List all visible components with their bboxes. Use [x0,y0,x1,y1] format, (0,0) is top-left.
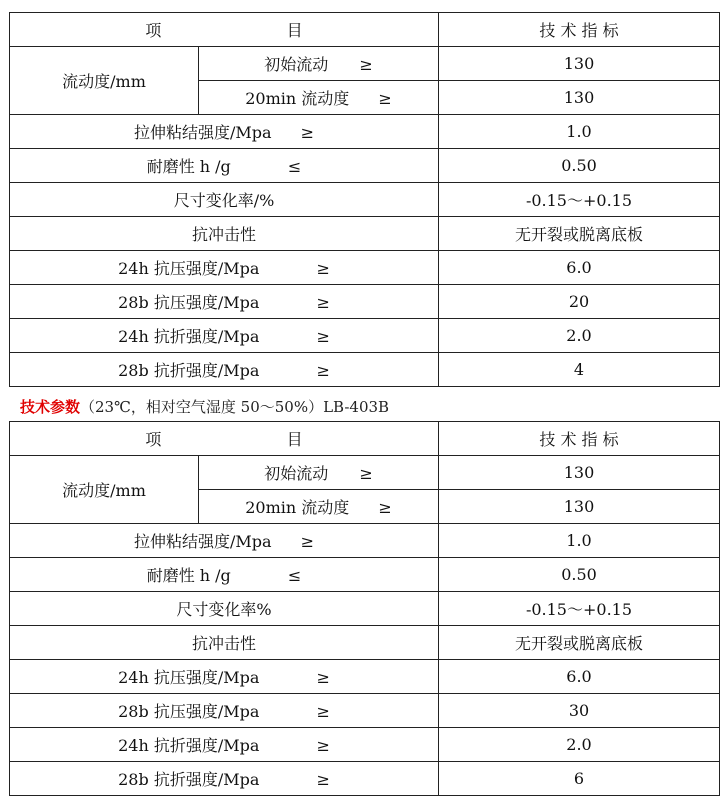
table-row [10,149,720,183]
table-row [10,592,720,626]
row-value: 1.0 [439,524,720,558]
row-label: 尺寸变化率% [10,592,439,626]
row-value: 1.0 [439,115,720,149]
row-symbol: ≥ [300,123,315,142]
row-label-cell [10,762,439,796]
row-label: 24h 抗压强度/Mpa [118,668,260,687]
row-label: 尺寸变化率/% [10,183,439,217]
row-label-cell [10,319,439,353]
row-symbol: ≥ [316,361,330,380]
flow-group-label: 流动度/mm [10,456,199,524]
table-row [10,728,720,762]
header-item-b: 目 [286,21,303,40]
row-label-cell [10,353,439,387]
table-row [10,115,720,149]
header-item-a: 项 [145,430,162,449]
row-label: 24h 抗折强度/Mpa [118,327,260,346]
row-label: 拉伸粘结强度/Mpa [133,123,272,142]
row-label: 初始流动 [264,55,329,74]
table-row [10,319,720,353]
row-label-cell [199,81,439,115]
row-label-cell [10,285,439,319]
row-label-cell [10,558,439,592]
header-spec: 技 术 指 标 [439,422,720,456]
flow-group-label: 流动度/mm [10,47,199,115]
row-value: 2.0 [439,728,720,762]
row-label-cell [10,660,439,694]
row-label-cell [199,490,439,524]
row-value: 6.0 [439,660,720,694]
row-symbol: ≥ [300,532,315,551]
row-label: 28b 抗压强度/Mpa [118,702,260,721]
row-value: 2.0 [439,319,720,353]
row-label: 28b 抗折强度/Mpa [118,770,260,789]
table-row [10,524,720,558]
row-label-cell [10,149,439,183]
row-symbol: ≥ [359,55,373,74]
caption-title: 技术参数 [20,398,81,416]
row-label-cell [10,694,439,728]
header-item-cell [10,422,439,456]
row-label-cell [10,115,439,149]
row-value: 130 [439,81,720,115]
row-symbol: ≥ [359,464,373,483]
row-value: 30 [439,694,720,728]
row-value: 130 [439,47,720,81]
row-symbol: ≥ [316,736,330,755]
row-symbol: ≤ [287,157,302,176]
header-spec: 技 术 指 标 [439,13,720,47]
row-symbol: ≥ [316,327,330,346]
row-value: -0.15～+0.15 [439,592,720,626]
row-value: 6 [439,762,720,796]
row-label: 耐磨性 h /g [146,566,231,585]
row-label-cell [10,524,439,558]
table-header-row [10,13,720,47]
row-value: 130 [439,490,720,524]
table-row [10,217,720,251]
caption-conditions: （23℃，相对空气湿度 50～50%）LB-403B [80,398,390,416]
table-row [10,558,720,592]
row-label: 20min 流动度 [245,498,350,517]
row-label: 抗冲击性 [10,217,439,251]
row-label-cell [199,456,439,490]
row-value: 6.0 [439,251,720,285]
row-symbol: ≥ [316,702,330,721]
table-row [10,762,720,796]
row-label: 28b 抗压强度/Mpa [118,293,260,312]
table-row [10,183,720,217]
row-label: 初始流动 [264,464,329,483]
row-value: 无开裂或脱离底板 [439,217,720,251]
row-value: 0.50 [439,558,720,592]
header-item-cell [10,13,439,47]
table-row [10,251,720,285]
row-symbol: ≥ [378,89,392,108]
row-label: 耐磨性 h /g [146,157,231,176]
row-value: 20 [439,285,720,319]
row-value: -0.15～+0.15 [439,183,720,217]
row-symbol: ≥ [316,259,330,278]
row-value: 无开裂或脱离底板 [439,626,720,660]
spec-table-1 [9,12,720,387]
row-symbol: ≥ [316,293,330,312]
table-row [10,353,720,387]
row-value: 0.50 [439,149,720,183]
header-item-a: 项 [145,21,162,40]
table-row [10,660,720,694]
row-label-cell [10,728,439,762]
row-label: 24h 抗压强度/Mpa [118,259,260,278]
table-header-row [10,422,720,456]
row-symbol: ≥ [316,668,330,687]
table-row [10,285,720,319]
row-value: 130 [439,456,720,490]
table-row [10,694,720,728]
row-symbol: ≥ [378,498,392,517]
row-label: 24h 抗折强度/Mpa [118,736,260,755]
table-row [10,626,720,660]
row-label: 拉伸粘结强度/Mpa [133,532,272,551]
row-label: 28b 抗折强度/Mpa [118,361,260,380]
row-label: 抗冲击性 [10,626,439,660]
row-label: 20min 流动度 [245,89,350,108]
spec-table-2 [9,421,720,796]
table-row [10,456,720,490]
tech-params-caption [20,396,389,417]
header-item-b: 目 [286,430,303,449]
row-value: 4 [439,353,720,387]
row-symbol: ≥ [316,770,330,789]
table-row [10,47,720,81]
row-label-cell [10,251,439,285]
row-symbol: ≤ [287,566,302,585]
row-label-cell [199,47,439,81]
